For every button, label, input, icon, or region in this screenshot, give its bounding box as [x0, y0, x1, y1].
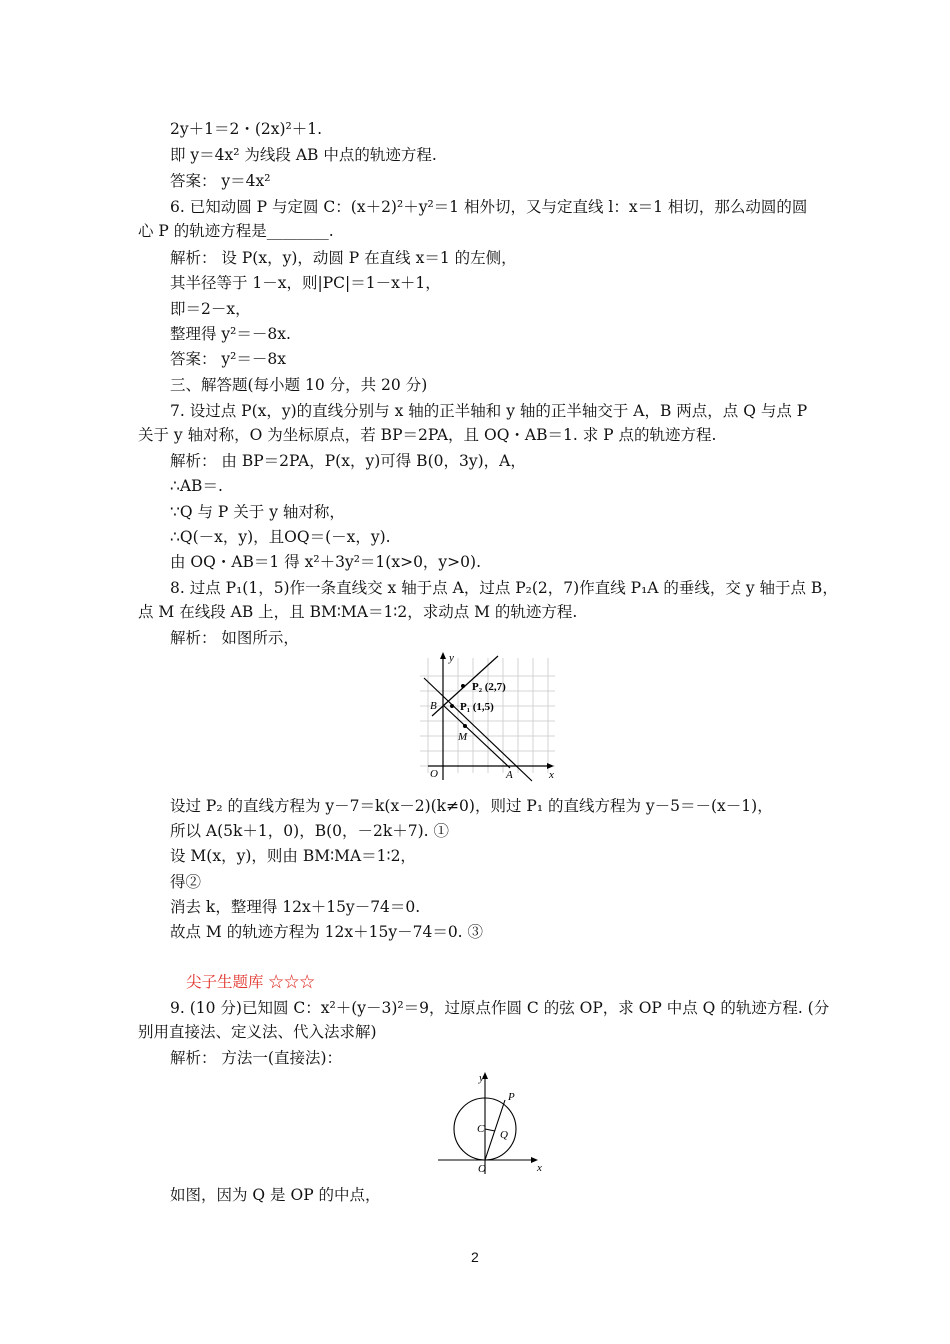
y-axis-label: y: [479, 1072, 484, 1084]
section-heading: 三、解答题(每小题 10 分，共 20 分): [170, 376, 428, 394]
point-m-label: M: [458, 731, 468, 743]
y-axis-label: y: [449, 652, 454, 664]
text-line: 即＝2－x，: [170, 300, 251, 318]
grid-lines: [420, 658, 555, 773]
y-axis-arrow: [440, 652, 446, 659]
section-heading-top-students: 尖子生题库 ☆☆☆: [186, 973, 315, 991]
text-line: ∵Q 与 P 关于 y 轴对称，: [170, 503, 345, 521]
question-7-text: 7. 设过点 P(x，y)的直线分别与 x 轴的正半轴和 y 轴的正半轴交于 A，B 两点，点 Q 与点 P: [170, 402, 808, 420]
segment-ab: [443, 705, 510, 768]
text-line: 解析： 如图所示，: [170, 629, 299, 647]
figure-2-diagram: [432, 1068, 562, 1178]
text-line: 整理得 y²＝－8x.: [170, 325, 291, 343]
point-p2-label: P₂ (2,7): [472, 681, 506, 693]
point-p1: [450, 704, 454, 708]
question-6-text: 心 P 的轨迹方程是________.: [138, 222, 334, 240]
text-line: 得②: [170, 873, 202, 891]
point-p-label: P: [508, 1091, 515, 1103]
question-9-text: 别用直接法、定义法、代入法求解): [138, 1023, 377, 1041]
page-number: 2: [471, 1249, 479, 1265]
figure-1-diagram: [410, 648, 570, 788]
text-line: 解析： 由 BP＝2PA，P(x，y)可得 B(0，3y)，A，: [170, 452, 526, 470]
point-p1-label: P₁ (1,5): [460, 701, 494, 713]
text-line: 设过 P₂ 的直线方程为 y－7＝k(x－2)(k≠0)，则过 P₁ 的直线方程为 y－5＝－(x－1)，: [170, 797, 773, 815]
question-7-text: 关于 y 轴对称，O 为坐标原点，若 BP＝2PA，且 OQ・AB＝1. 求 P 点的轨迹方程.: [138, 426, 717, 444]
point-m: [463, 724, 467, 728]
point-b-label: B: [430, 700, 437, 712]
text-line: 如图，因为 Q 是 OP 的中点，: [170, 1186, 381, 1204]
segment-cq: [485, 1129, 495, 1131]
text-line: 解析： 方法一(直接法)：: [170, 1049, 343, 1067]
text-line: 即 y＝4x² 为线段 AB 中点的轨迹方程.: [170, 146, 437, 164]
text-line: 消去 k，整理得 12x＋15y－74＝0.: [170, 898, 421, 916]
text-line: 答案： y＝4x²: [170, 172, 271, 190]
text-line: 设 M(x，y)，则由 BM∶MA＝1∶2，: [170, 847, 416, 865]
point-a-label: A: [506, 769, 513, 781]
text-line: 由 OQ・AB＝1 得 x²＋3y²＝1(x>0，y>0).: [170, 553, 482, 571]
question-8-text: 点 M 在线段 AB 上，且 BM∶MA＝1∶2，求动点 M 的轨迹方程.: [138, 603, 578, 621]
point-q-label: Q: [500, 1129, 508, 1141]
text-line: ∴Q(－x，y)，且OQ＝(－x，y).: [170, 528, 391, 546]
x-axis-label: x: [549, 769, 554, 781]
question-8-text: 8. 过点 P₁(1，5)作一条直线交 x 轴于点 A，过点 P₂(2，7)作直线 P₁A 的垂线，交 y 轴于点 B，: [170, 579, 838, 597]
point-p2: [461, 684, 465, 688]
x-axis-label: x: [537, 1162, 542, 1174]
question-6-text: 6. 已知动圆 P 与定圆 C：(x＋2)²＋y²＝1 相外切，又与定直线 l：x＝1 相切，那么动圆的圆: [170, 198, 808, 216]
text-line: 故点 M 的轨迹方程为 12x＋15y－74＝0. ③: [170, 923, 484, 941]
origin-label: O: [478, 1163, 486, 1175]
text-line: ∴AB＝.: [170, 477, 223, 495]
text-line: 所以 A(5k＋1，0)，B(0，－2k＋7). ①: [170, 822, 450, 840]
question-9-text: 9. (10 分)已知圆 C：x²＋(y－3)²＝9，过原点作圆 C 的弦 OP，求 OP 中点 Q 的轨迹方程. (分: [170, 999, 830, 1017]
text-line: 2y＋1＝2・(2x)²＋1.: [170, 120, 323, 138]
text-line: 答案： y²＝－8x: [170, 350, 287, 368]
origin-label: O: [430, 768, 438, 780]
text-line: 解析： 设 P(x，y)，动圆 P 在直线 x＝1 的左侧，: [170, 249, 517, 267]
text-line: 其半径等于 1－x，则|PC|＝1－x＋1，: [170, 274, 441, 292]
point-c-label: C: [477, 1123, 485, 1135]
